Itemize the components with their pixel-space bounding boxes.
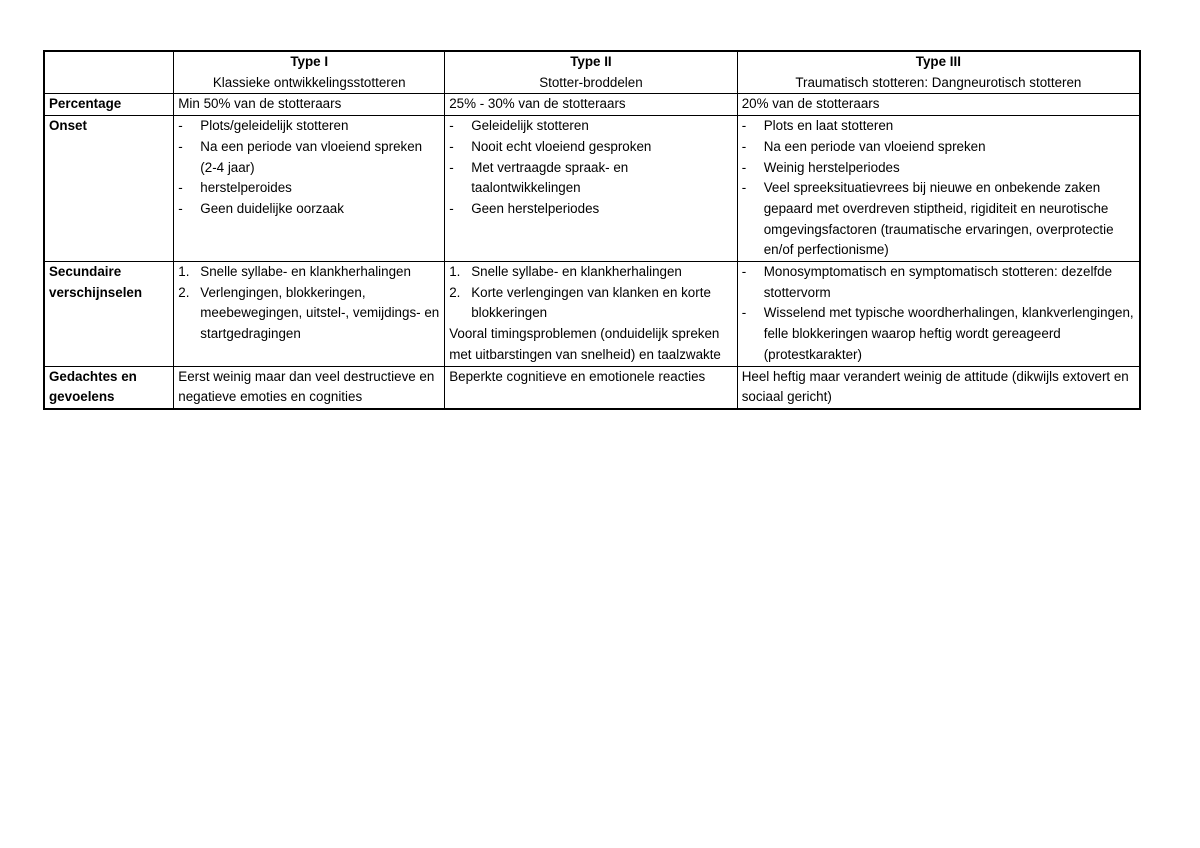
dash-marker: - xyxy=(449,138,454,154)
secondary-symptoms-type-1 xyxy=(174,262,445,367)
list-item: - Geen duidelijke oorzaak xyxy=(178,199,440,220)
onset-label: Onset xyxy=(44,116,174,262)
dash-marker: - xyxy=(741,264,747,280)
percentage-type-1: Min 50% van de stotteraars xyxy=(174,94,445,116)
onset-row xyxy=(44,116,1140,262)
list-item: - herstelperoides xyxy=(178,178,440,199)
list-item: - Na een periode van vloeiend spreken xyxy=(742,137,1135,158)
header-type-2-subtitle: Stotter-broddelen xyxy=(539,74,643,90)
header-type-1-title: Type I xyxy=(290,54,329,69)
percentage-row xyxy=(44,94,1140,116)
onset-type-2 xyxy=(445,116,738,262)
list-item: 2. Korte verlengingen van klanken en korte blokkeringen xyxy=(449,283,733,324)
dash-marker: - xyxy=(178,200,183,216)
dash-marker: - xyxy=(449,159,454,175)
thoughts-feelings-label: Gedachtes en gevoelens xyxy=(44,366,174,409)
header-row xyxy=(44,51,1140,94)
thoughts-feelings-type-1: Eerst weinig maar dan veel destructieve en negatieve emoties en cognities xyxy=(174,366,445,409)
secondary-symptoms-type-3 xyxy=(737,262,1140,367)
number-marker: 1. xyxy=(449,264,461,280)
dash-marker: - xyxy=(741,118,747,134)
list-item: - Monosymptomatisch en symptomatisch stotteren: dezelfde stottervorm xyxy=(742,262,1135,303)
header-type-1 xyxy=(174,51,445,94)
dash-marker: - xyxy=(741,159,747,175)
list-item: 1. Snelle syllabe- en klankherhalingen xyxy=(449,262,733,283)
list-item: 1. Snelle syllabe- en klankherhalingen xyxy=(178,262,440,283)
number-marker: 1. xyxy=(178,264,190,280)
header-type-2 xyxy=(445,51,738,94)
dash-marker: - xyxy=(449,200,454,216)
list-item: - Wisselend met typische woordherhalingen, klankverlengingen, felle blokkeringen waarop heftig wordt gereageerd (protestkarakter) xyxy=(742,303,1135,365)
list-item: - Met vertraagde spraak- en taalontwikkelingen xyxy=(449,158,733,199)
header-type-1-subtitle: Klassieke ontwikkelingsstotteren xyxy=(212,74,406,90)
dash-marker: - xyxy=(178,118,183,134)
dash-marker: - xyxy=(741,138,747,154)
header-type-3-title: Type III xyxy=(915,54,961,69)
stuttering-types-table xyxy=(43,50,1141,410)
secondary-symptoms-type-2-note: Vooral timingsproblemen (onduidelijk spreken met uitbarstingen van snelheid) en taalzwakte xyxy=(449,326,721,362)
dash-marker: - xyxy=(741,180,747,196)
onset-type-3 xyxy=(737,116,1140,262)
list-item: - Geleidelijk stotteren xyxy=(449,116,733,137)
list-item: - Nooit echt vloeiend gesproken xyxy=(449,137,733,158)
list-item: - Geen herstelperiodes xyxy=(449,199,733,220)
dash-marker: - xyxy=(178,180,183,196)
dash-marker: - xyxy=(741,305,747,321)
list-item: - Plots/geleidelijk stotteren xyxy=(178,116,440,137)
thoughts-feelings-type-3: Heel heftig maar verandert weinig de attitude (dikwijls extovert en sociaal gericht) xyxy=(737,366,1140,409)
header-type-3 xyxy=(737,51,1140,94)
header-type-2-title: Type II xyxy=(570,54,612,69)
number-marker: 2. xyxy=(178,284,190,300)
list-item: - Na een periode van vloeiend spreken (2-4 jaar) xyxy=(178,137,440,178)
dash-marker: - xyxy=(178,138,183,154)
percentage-type-2: 25% - 30% van de stotteraars xyxy=(445,94,738,116)
thoughts-feelings-type-2: Beperkte cognitieve en emotionele reacties xyxy=(445,366,738,409)
header-corner-cell xyxy=(44,51,174,94)
header-type-3-subtitle: Traumatisch stotteren: Dangneurotisch stotteren xyxy=(795,74,1082,90)
onset-type-1 xyxy=(174,116,445,262)
secondary-symptoms-type-2 xyxy=(445,262,738,367)
secondary-symptoms-label: Secundaire verschijnselen xyxy=(44,262,174,367)
percentage-type-3: 20% van de stotteraars xyxy=(737,94,1140,116)
list-item: 2. Verlengingen, blokkeringen, meebewegingen, uitstel-, vemijdings- en startgedragingen xyxy=(178,283,440,345)
list-item: - Weinig herstelperiodes xyxy=(742,158,1135,179)
number-marker: 2. xyxy=(449,284,461,300)
secondary-symptoms-row xyxy=(44,262,1140,367)
thoughts-feelings-row xyxy=(44,366,1140,409)
list-item: - Plots en laat stotteren xyxy=(742,116,1135,137)
dash-marker: - xyxy=(449,118,454,134)
percentage-label: Percentage xyxy=(44,94,174,116)
list-item: - Veel spreeksituatievrees bij nieuwe en onbekende zaken gepaard met overdreven stiptheid, rigiditeit en neurotische omgevingsfactoren (traumatische ervaringen, overprotectie en/of perfectionisme) xyxy=(742,178,1135,261)
